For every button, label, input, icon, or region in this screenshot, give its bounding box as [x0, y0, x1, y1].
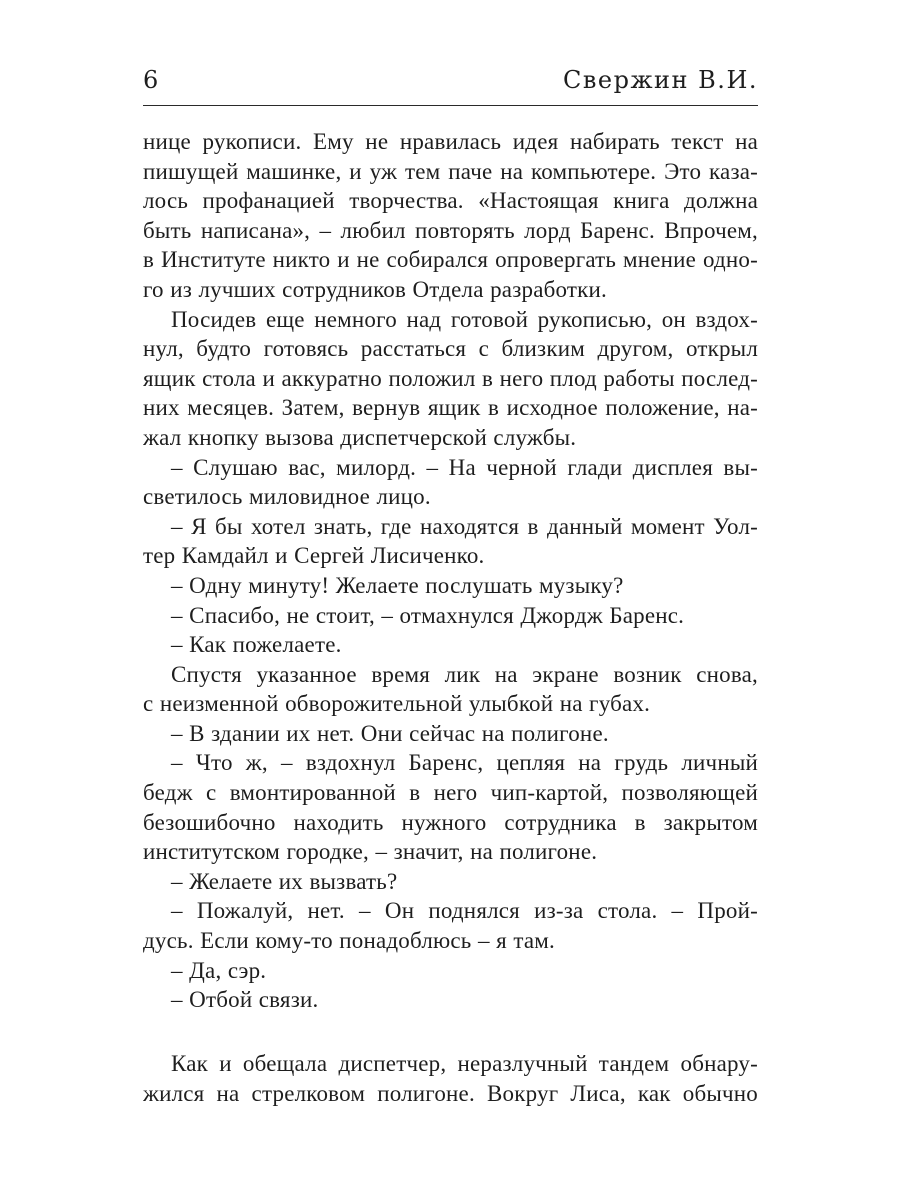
- text-line: с неизменной обворожительной улыбкой на губах.: [143, 691, 651, 717]
- text-line: институтском городке, – значит, на полигоне.: [143, 839, 598, 865]
- running-title: Свержин В.И.: [563, 66, 758, 94]
- text-line: – Что ж, – вздохнул Баренс, цепляя на грудь личный: [171, 750, 758, 776]
- page-number: 6: [143, 66, 159, 94]
- text-line: – Одну минуту! Желаете послушать музыку?: [171, 572, 624, 598]
- text-line: безошибочно находить нужного сотрудника в закрытом: [143, 809, 758, 835]
- text-line: – Да, сэр.: [171, 957, 267, 983]
- text-line: них месяцев. Затем, вернув ящик в исходное положение, на-: [143, 395, 758, 421]
- text-line: Спустя указанное время лик на экране возник снова,: [171, 661, 758, 687]
- body-text-continued: [143, 1049, 758, 1108]
- text-line: Посидев еще немного над готовой рукописью, он вздох-: [171, 306, 758, 332]
- text-line: – Отбой связи.: [171, 987, 319, 1013]
- text-line: нул, будто готовясь расстаться с близким другом, открыл: [143, 336, 758, 362]
- text-line: – Я бы хотел знать, где находятся в данный момент Уол-: [171, 513, 758, 539]
- text-line: быть написана», – любил повторять лорд Баренс. Впрочем,: [143, 217, 758, 243]
- running-header: [143, 64, 758, 106]
- text-line: жился на стрелковом полигоне. Вокруг Лиса, как обычно: [143, 1080, 758, 1106]
- text-line: лось профанацией творчества. «Настоящая книга должна: [143, 188, 758, 214]
- text-line: пишущей машинке, и уж тем паче на компьютере. Это каза-: [143, 158, 758, 184]
- header-rule: [143, 105, 758, 106]
- text-line: – Как пожелаете.: [171, 632, 342, 658]
- text-line: го из лучших сотрудников Отдела разработки.: [143, 276, 607, 302]
- text-line: светилось миловидное лицо.: [143, 484, 431, 510]
- text-line: бедж с вмонтированной в него чип-картой, позволяющей: [143, 780, 758, 806]
- text-line: – Пожалуй, нет. – Он поднялся из-за стола. – Прой-: [171, 898, 758, 924]
- text-line: в Институте никто и не собирался опровергать мнение одно-: [143, 247, 758, 273]
- body-text: [143, 127, 758, 1015]
- text-line: – Слушаю вас, милорд. – На черной глади дисплея вы-: [171, 454, 758, 480]
- text-line: Как и обещала диспетчер, неразлучный тандем обнару-: [171, 1051, 758, 1076]
- text-line: ящик стола и аккуратно положил в него плод работы послед-: [143, 365, 758, 391]
- text-line: – Желаете их вызвать?: [171, 868, 398, 894]
- text-line: тер Камдайл и Сергей Лисиченко.: [143, 543, 485, 569]
- text-line: – Спасибо, не стоит, – отмахнулся Джордж Баренс.: [171, 602, 685, 628]
- text-line: нице рукописи. Ему не нравилась идея набирать текст на: [143, 129, 758, 154]
- text-line: – В здании их нет. Они сейчас на полигоне.: [171, 720, 609, 746]
- text-line: жал кнопку вызова диспетчерской службы.: [143, 424, 577, 450]
- text-line: дусь. Если кому-то понадоблюсь – я там.: [143, 928, 555, 954]
